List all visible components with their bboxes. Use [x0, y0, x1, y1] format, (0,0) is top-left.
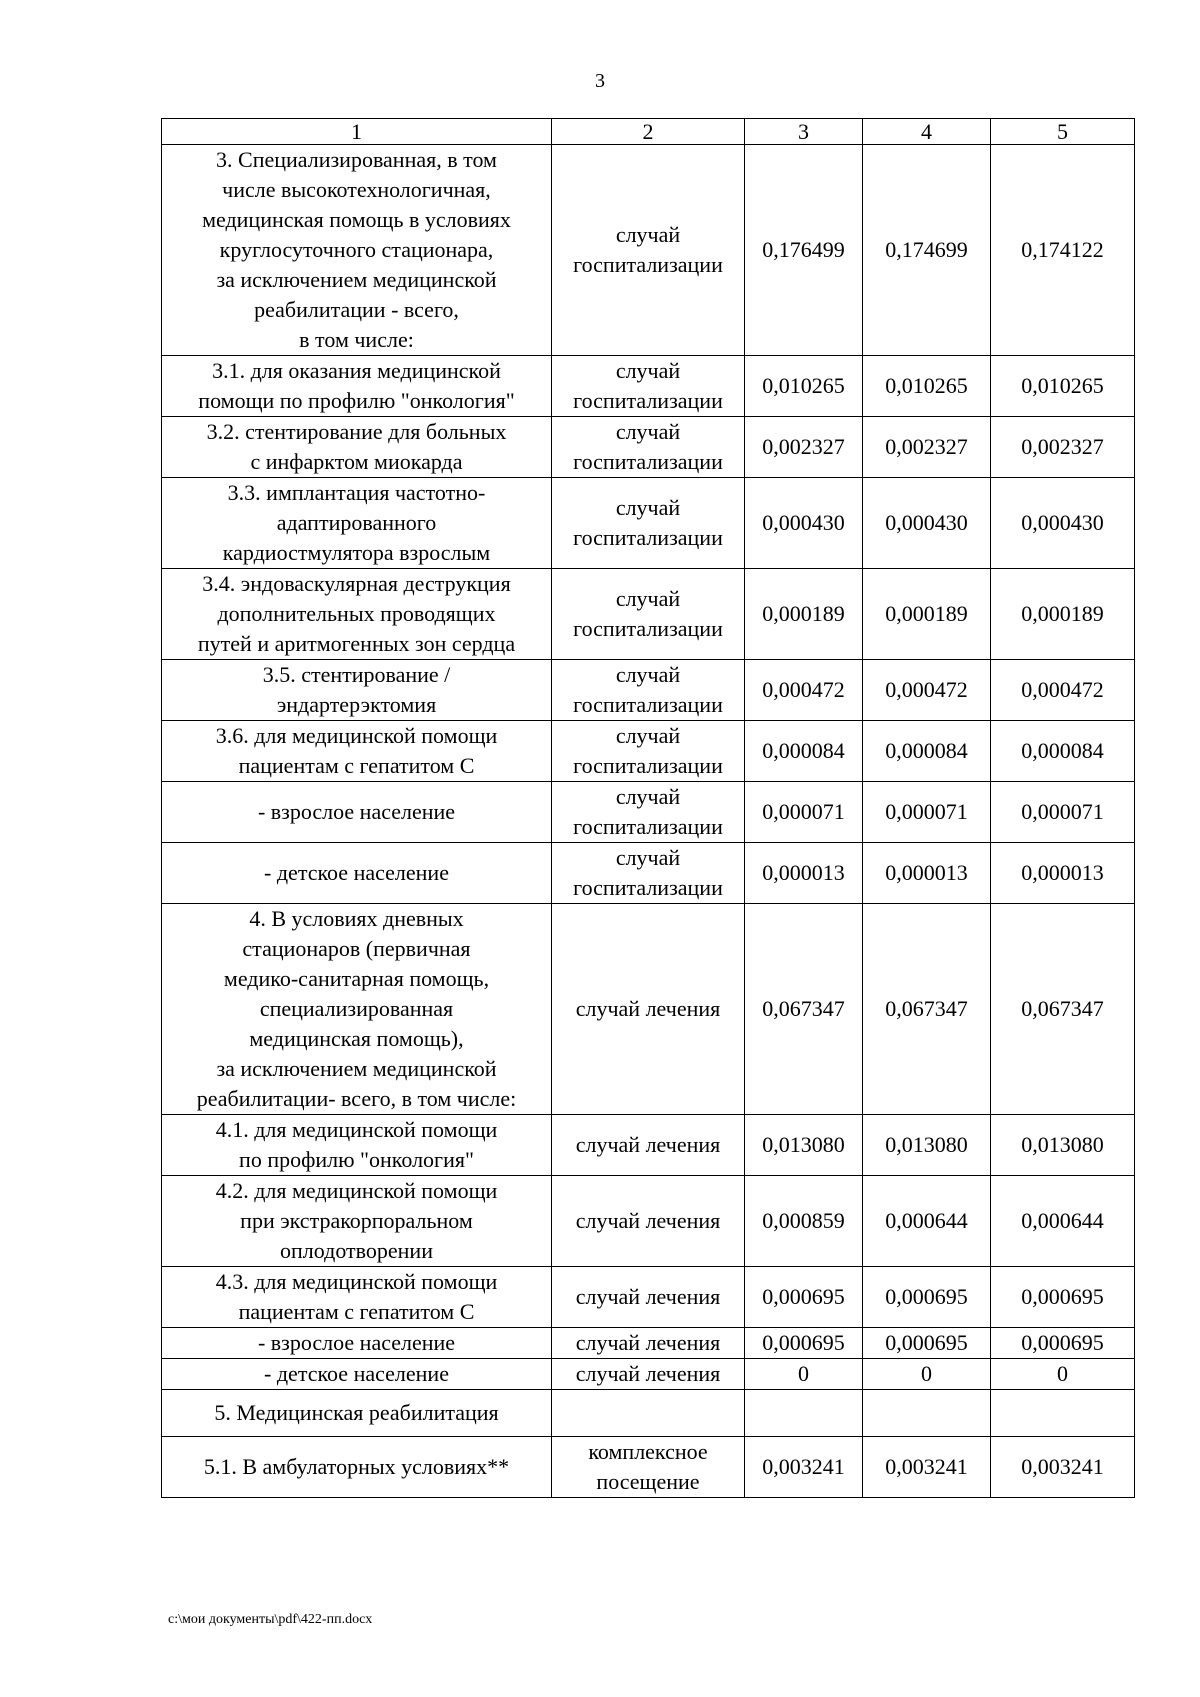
value-cell-col5: 0,010265 [991, 356, 1135, 417]
indicator-cell: 5.1. В амбулаторных условиях** [162, 1437, 552, 1498]
value-cell-col4: 0 [863, 1359, 991, 1390]
value-cell-col5: 0,000084 [991, 721, 1135, 782]
value-cell-col4: 0,013080 [863, 1115, 991, 1176]
table-row [162, 1176, 1135, 1267]
value-cell-col3: 0,176499 [745, 145, 863, 356]
table-row [162, 145, 1135, 356]
unit-cell: случай госпитализации [552, 843, 745, 904]
table-row [162, 1359, 1135, 1390]
value-cell-col3 [745, 1390, 863, 1437]
value-cell-col5: 0 [991, 1359, 1135, 1390]
table-row [162, 1328, 1135, 1359]
value-cell-col5: 0,000013 [991, 843, 1135, 904]
column-number-2: 2 [552, 119, 745, 145]
value-cell-col4: 0,000071 [863, 782, 991, 843]
value-cell-col4: 0,000472 [863, 660, 991, 721]
value-cell-col3: 0,000430 [745, 478, 863, 569]
indicator-cell: 3.1. для оказания медицинской помощи по профилю "онкология" [162, 356, 552, 417]
indicator-cell: 4. В условиях дневных стационаров (первичная медико-санитарная помощь, специализированная медицинская помощь), за исключением медицинской реабилитации- всего, в том числе: [162, 904, 552, 1115]
unit-cell: случай госпитализации [552, 660, 745, 721]
indicator-cell: 4.2. для медицинской помощи при экстракорпоральном оплодотворении [162, 1176, 552, 1267]
value-cell-col5: 0,000695 [991, 1328, 1135, 1359]
value-cell-col5: 0,000189 [991, 569, 1135, 660]
indicator-cell: 3.6. для медицинской помощи пациентам с гепатитом С [162, 721, 552, 782]
column-number-5: 5 [991, 119, 1135, 145]
table-row [162, 782, 1135, 843]
indicator-cell: 4.1. для медицинской помощи по профилю "онкология" [162, 1115, 552, 1176]
unit-cell: случай госпитализации [552, 145, 745, 356]
value-cell-col3: 0,000189 [745, 569, 863, 660]
unit-cell: случай лечения [552, 1359, 745, 1390]
value-cell-col3: 0,010265 [745, 356, 863, 417]
value-cell-col5: 0,067347 [991, 904, 1135, 1115]
value-cell-col4: 0,002327 [863, 417, 991, 478]
value-cell-col4: 0,010265 [863, 356, 991, 417]
indicator-cell: - взрослое население [162, 782, 552, 843]
indicator-cell: 3. Специализированная, в том числе высокотехнологичная, медицинская помощь в условиях круглосуточного стационара, за исключением медицинской реабилитации - всего, в том числе: [162, 145, 552, 356]
unit-cell: случай госпитализации [552, 569, 745, 660]
value-cell-col3: 0,000695 [745, 1267, 863, 1328]
value-cell-col4: 0,067347 [863, 904, 991, 1115]
indicator-cell: 4.3. для медицинской помощи пациентам с гепатитом С [162, 1267, 552, 1328]
value-cell-col3: 0 [745, 1359, 863, 1390]
page-number: 3 [595, 70, 605, 92]
value-cell-col4: 0,000084 [863, 721, 991, 782]
indicator-cell: 5. Медицинская реабилитация [162, 1390, 552, 1437]
unit-cell: комплексное посещение [552, 1437, 745, 1498]
table-header-row [162, 119, 1135, 145]
table-row [162, 843, 1135, 904]
value-cell-col5: 0,013080 [991, 1115, 1135, 1176]
value-cell-col3: 0,000071 [745, 782, 863, 843]
unit-cell: случай лечения [552, 1115, 745, 1176]
table-row [162, 1437, 1135, 1498]
indicator-cell: 3.3. имплантация частотно- адаптированного кардиостмулятора взрослым [162, 478, 552, 569]
indicator-cell: 3.4. эндоваскулярная деструкция дополнительных проводящих путей и аритмогенных зон сердца [162, 569, 552, 660]
value-cell-col3: 0,002327 [745, 417, 863, 478]
table-row [162, 417, 1135, 478]
value-cell-col4: 0,000430 [863, 478, 991, 569]
table-row [162, 721, 1135, 782]
table-row [162, 1267, 1135, 1328]
value-cell-col5: 0,000695 [991, 1267, 1135, 1328]
table-row [162, 356, 1135, 417]
value-cell-col4: 0,000644 [863, 1176, 991, 1267]
unit-cell: случай лечения [552, 904, 745, 1115]
value-cell-col5: 0,002327 [991, 417, 1135, 478]
unit-cell: случай лечения [552, 1267, 745, 1328]
value-cell-col4 [863, 1390, 991, 1437]
table-row [162, 660, 1135, 721]
table-row [162, 1390, 1135, 1437]
value-cell-col5: 0,174122 [991, 145, 1135, 356]
unit-cell: случай госпитализации [552, 478, 745, 569]
table-row [162, 478, 1135, 569]
value-cell-col5: 0,000430 [991, 478, 1135, 569]
table-row [162, 1115, 1135, 1176]
unit-cell: случай госпитализации [552, 721, 745, 782]
unit-cell: случай лечения [552, 1176, 745, 1267]
unit-cell: случай лечения [552, 1328, 745, 1359]
value-cell-col4: 0,000695 [863, 1328, 991, 1359]
value-cell-col4: 0,000189 [863, 569, 991, 660]
table-row [162, 904, 1135, 1115]
column-number-4: 4 [863, 119, 991, 145]
value-cell-col5: 0,003241 [991, 1437, 1135, 1498]
value-cell-col4: 0,000695 [863, 1267, 991, 1328]
value-cell-col5: 0,000644 [991, 1176, 1135, 1267]
value-cell-col3: 0,013080 [745, 1115, 863, 1176]
indicator-cell: 3.2. стентирование для больных с инфарктом миокарда [162, 417, 552, 478]
value-cell-col5: 0,000472 [991, 660, 1135, 721]
value-cell-col4: 0,000013 [863, 843, 991, 904]
value-cell-col3: 0,000472 [745, 660, 863, 721]
indicator-cell: - детское население [162, 843, 552, 904]
indicator-cell: 3.5. стентирование / эндартерэктомия [162, 660, 552, 721]
value-cell-col3: 0,000695 [745, 1328, 863, 1359]
unit-cell: случай госпитализации [552, 356, 745, 417]
table-row [162, 569, 1135, 660]
value-cell-col3: 0,003241 [745, 1437, 863, 1498]
table-body [162, 119, 1135, 1498]
footer-file-path: c:\мои документы\pdf\422-пп.docx [168, 1612, 373, 1627]
value-cell-col4: 0,174699 [863, 145, 991, 356]
column-number-3: 3 [745, 119, 863, 145]
value-cell-col5 [991, 1390, 1135, 1437]
column-number-1: 1 [162, 119, 552, 145]
indicator-cell: - детское население [162, 1359, 552, 1390]
unit-cell: случай госпитализации [552, 782, 745, 843]
value-cell-col4: 0,003241 [863, 1437, 991, 1498]
value-cell-col3: 0,000013 [745, 843, 863, 904]
unit-cell: случай госпитализации [552, 417, 745, 478]
value-cell-col3: 0,000859 [745, 1176, 863, 1267]
value-cell-col3: 0,000084 [745, 721, 863, 782]
value-cell-col3: 0,067347 [745, 904, 863, 1115]
data-table [161, 118, 1135, 1498]
indicator-cell: - взрослое население [162, 1328, 552, 1359]
unit-cell [552, 1390, 745, 1437]
value-cell-col5: 0,000071 [991, 782, 1135, 843]
